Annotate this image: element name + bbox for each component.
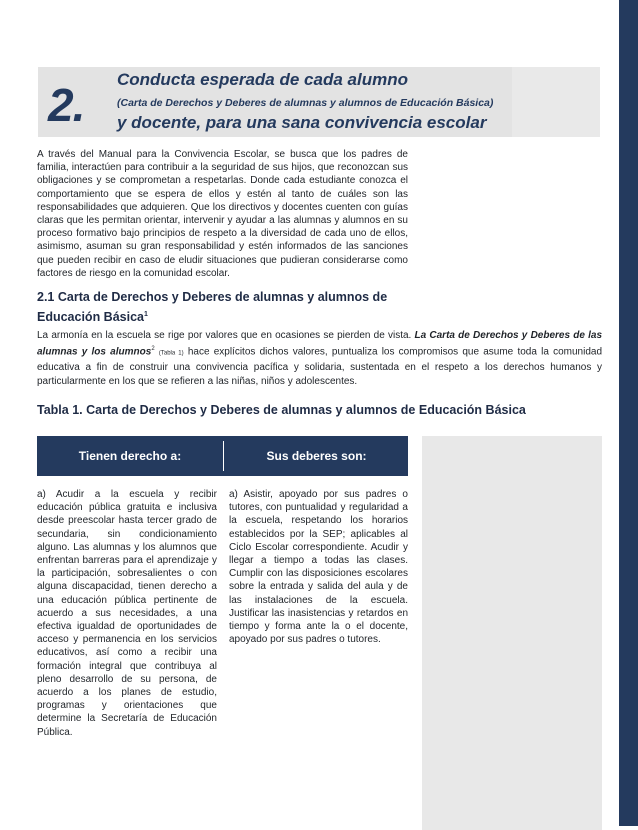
section-body-footnote: 2: [151, 345, 155, 352]
section-body-end: hace explícitos dichos valores, puntualiza los compromisos que asume toda la comunidad educativa a fin de construir una convivencia pacífica y solidaria, sustentada en el respeto a los derechos humanos y particularmente en los que se refieren a las niñas, niños y adolescentes.: [37, 346, 603, 387]
intro-paragraph: A través del Manual para la Convivencia Escolar, se busca que los padres de familia, interactúen para contribuir a la seguridad de sus hijos, que reconozcan sus obligaciones y se comprometan a respetarlas. Donde cada estudiante conozca el comportamiento que se espera de ellos y estén al tanto de cuáles son las responsabilidades que adquieren. Que los directivos y docentes cuenten con guías claras que les permitan orientar, intervenir y ayudar a las alumnas y alumnos en su proceso formativo bajo principios de respeto a la diversidad de cada uno de ellos, asimismo, asuman su gran responsabilidad y estén informados de las sanciones que pueden recibir en caso de eludir situaciones que pudieran considerarse como factores de riesgo en la comunidad escolar.: [37, 149, 408, 279]
section-body-start: La armonía en la escuela se rige por valores que en ocasiones se pierden de vista.: [37, 330, 415, 341]
table-caption: Tabla 1. Carta de Derechos y Deberes de alumnas y alumnos de Educación Básica: [37, 403, 526, 417]
chapter-number: 2.: [48, 79, 85, 131]
chapter-title-subtitle: (Carta de Derechos y Deberes de alumnas y alumnos de Educación Básica): [117, 97, 494, 109]
section-body-emphasis: La Carta de Derechos y Deberes de las alumnas y los alumnos: [37, 330, 603, 358]
sidebar-panel: [422, 436, 602, 830]
section-heading-text: 2.1 Carta de Derechos y Deberes de alumnas y alumnos de Educación Básica: [37, 290, 388, 325]
table-header-divider: [223, 441, 224, 471]
chapter-title-line1: Conducta esperada de cada alumno: [117, 70, 408, 89]
table-cell-duty-a: a) Asistir, apoyado por sus padres o tutores, con puntualidad y regularidad a la escuela, respetando los horarios establecidos por la SEP; aplicables al Ciclo Escolar correspondiente. Acudir y llegar a tiempo a todas las clases. Cumplir con las disposiciones escolares sobre la entrada y salida del aula y de las instalaciones de la escuela. Justificar las inasistencias y retardos en tiempo y forma ante la o el docente, apoyado por sus padres o tutores.: [229, 489, 408, 646]
right-edge-bar: [619, 0, 638, 826]
section-body: [37, 329, 602, 389]
header-band-tab: [512, 67, 600, 137]
section-heading-footnote: 1: [144, 311, 148, 318]
chapter-title-line2: y docente, para una sana convivencia escolar: [117, 113, 487, 132]
table-header-rights: Tienen derecho a:: [78, 449, 182, 463]
section-heading: [37, 289, 417, 326]
table-cell-right-a: a) Acudir a la escuela y recibir educación pública gratuita e inclusiva desde preescolar hasta tercer grado de secundaria, sin condicionamiento alguno. Las alumnas y los alumnos que enfrentan barreras para el aprendizaje y la participación, sobresalientes o con alguna discapacidad, tienen derecho a una educación pública pertinente de acuerdo a sus necesidades, a una efectiva igualdad de oportunidades de acceso y permanencia en los servicios educativos, así como a recibir una formación integral que contribuya al pleno desarrollo de su persona, de acuerdo a los planes de estudio, programas y orientaciones que determine la Secretaría de Educación Pública.: [37, 489, 217, 738]
table-header-duties: Sus deberes son:: [266, 449, 367, 463]
table-reference: (Tabla 1): [158, 350, 184, 357]
table-header: [37, 436, 408, 476]
